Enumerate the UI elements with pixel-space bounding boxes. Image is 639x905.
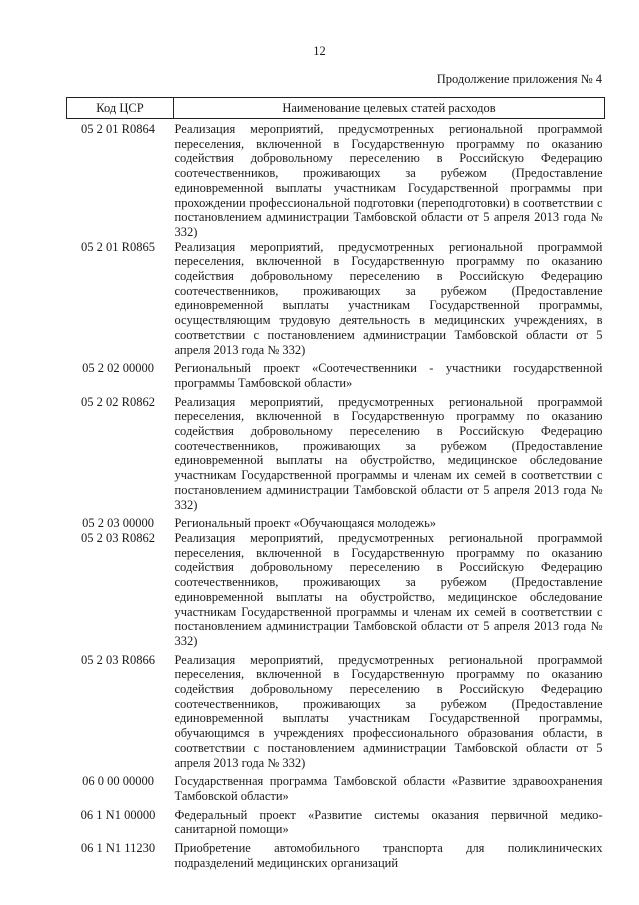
- row-code: 05 2 01 R0865: [81, 239, 155, 254]
- target-articles-table: [66, 97, 605, 870]
- row-name: Реализация мероприятий, предусмотренных региональной программой переселения, включенной в Государственную программу по оказанию содействия добровольному переселению в Российскую Федерацию соотечественников, проживающих за рубежом (Предоставление единовременной выплаты на обустройство, медицинское обследование участникам Государственной программы и членам их семей в соответствии с постановлением администрации Тамбовской области от 5 апреля 2013 года № 332): [174, 394, 603, 512]
- row-name: Реализация мероприятий, предусмотренных региональной программой переселения, включенной в Государственную программу по оказанию содействия добровольному переселению в Российскую Федерацию соотечественников, проживающих за рубежом (Предоставление единовременной выплаты участникам Государственной программы, обучающимся в учреждениях профессионального образования области, в соответствии с постановлением администрации Тамбовской области от 5 апреля 2013 года № 332): [174, 652, 603, 770]
- row-code: 05 2 01 R0864: [81, 122, 155, 136]
- table-row: [67, 837, 605, 870]
- table-row: [67, 649, 605, 771]
- row-code: 06 1 N1 11230: [80, 841, 156, 856]
- table-row: [67, 391, 605, 513]
- table-row: [67, 531, 605, 649]
- row-code: 06 0 00 00000: [82, 774, 154, 789]
- row-name: Реализация мероприятий, предусмотренных региональной программой переселения, включенной в Государственную программу по оказанию содействия добровольному переселению в Российскую Федерацию соотечественников, проживающих за рубежом (Предоставление единовременной выплаты участникам Государственной программы, осуществляющим трудовую деятельность в медицинских учреждениях, в соответствии с постановлением администрации Тамбовской области от 5 апреля 2013 года № 332): [174, 239, 603, 357]
- table-row: [67, 804, 605, 837]
- row-code: 05 2 02 R0862: [81, 394, 155, 409]
- table-row: [67, 512, 605, 531]
- page-number: 12: [313, 44, 326, 58]
- row-code: 06 1 N1 00000: [80, 807, 156, 822]
- table-row: [67, 770, 605, 803]
- row-name: Приобретение автомобильного транспорта для поликлинических подразделений медицинских организаций: [174, 841, 603, 870]
- row-code: 05 2 03 00000: [82, 516, 154, 531]
- row-code: 05 2 02 00000: [82, 361, 154, 376]
- row-code: 05 2 03 R0862: [81, 530, 155, 545]
- table-row: [67, 240, 605, 358]
- continuation-note: Продолжение приложения № 4: [436, 72, 602, 86]
- table-row: [67, 119, 605, 240]
- row-name: Региональный проект «Обучающаяся молодежь»: [174, 516, 437, 531]
- row-name: Реализация мероприятий, предусмотренных региональной программой переселения, включенной в Государственную программу по оказанию содействия добровольному переселению в Российскую Федерацию соотечественников, проживающих за рубежом (Предоставление единовременной выплаты участникам Государственной программы при прохождении профессиональной подготовки (переподготовки) в соответствии с постановлением администрации Тамбовской области от 5 апреля 2013 года № 332): [174, 122, 603, 239]
- row-name: Реализация мероприятий, предусмотренных региональной программой переселения, включенной в Государственную программу по оказанию содействия добровольному переселению в Российскую Федерацию соотечественников, проживающих за рубежом (Предоставление единовременной выплаты на обустройство, медицинское обследование участникам Государственной программы и членам их семей в соответствии с постановлением администрации Тамбовской области от 5 апреля 2013 года № 332): [174, 530, 603, 648]
- header-code: Код ЦСР: [67, 98, 174, 119]
- table-header-row: [67, 98, 605, 119]
- row-name: Региональный проект «Соотечественники - участники государственной программы Тамбовской области»: [174, 361, 603, 390]
- row-code: 05 2 03 R0866: [81, 652, 155, 667]
- header-name: Наименование целевых статей расходов: [174, 98, 605, 119]
- row-name: Федеральный проект «Развитие системы оказания первичной медико-санитарной помощи»: [174, 807, 603, 837]
- table-row: [67, 357, 605, 390]
- row-name: Государственная программа Тамбовской области «Развитие здравоохранения Тамбовской области»: [174, 774, 603, 803]
